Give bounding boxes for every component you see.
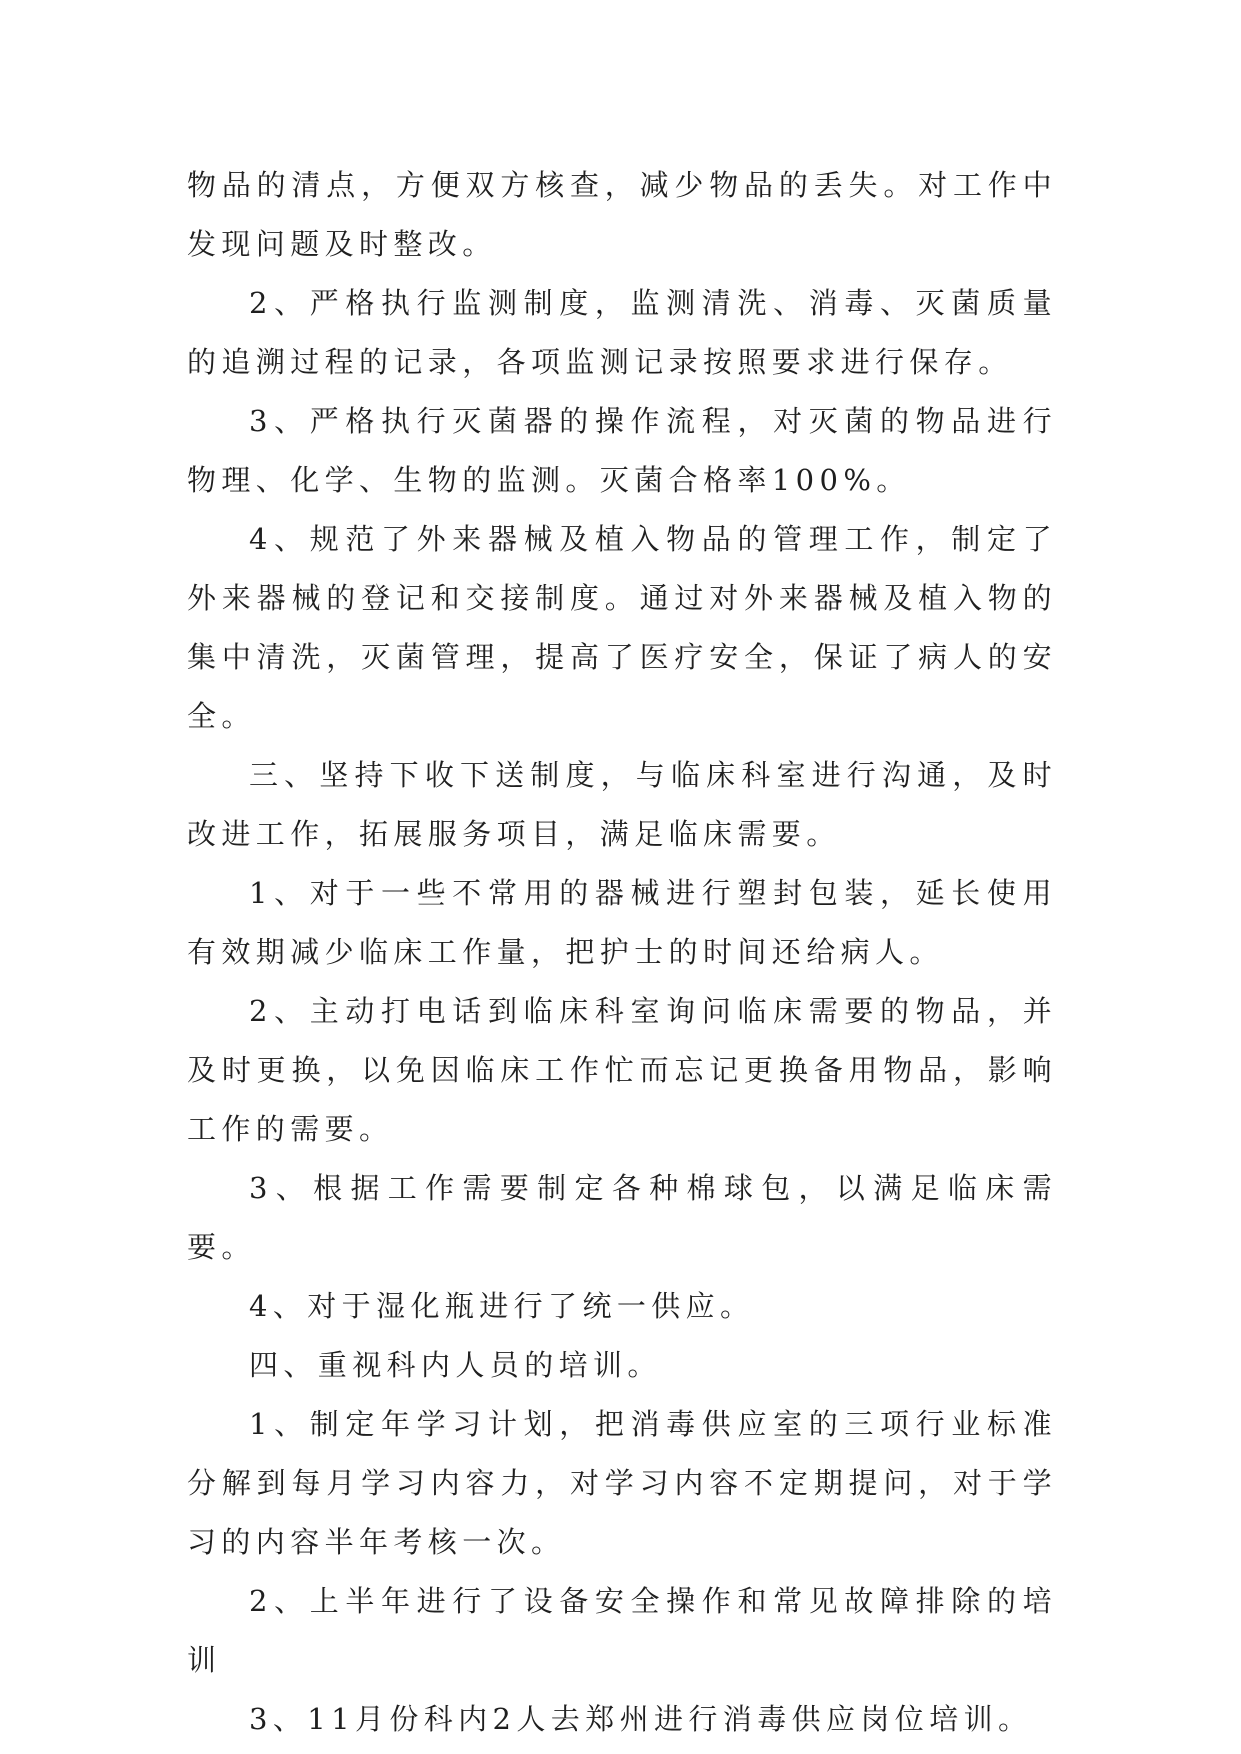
paragraph-continuation: 物品的清点，方便双方核查，减少物品的丢失。对工作中发现问题及时整改。 bbox=[187, 168, 1057, 261]
heading-section-three: 三、坚持下收下送制度，与临床科室进行沟通，及时改进工作，拓展服务项目，满足临床需要。 bbox=[187, 758, 1057, 851]
paragraph-plastic-sealing: 1、对于一些不常用的器械进行塑封包装，延长使用有效期减少临床工作量，把护士的时间还给病人。 bbox=[187, 876, 1057, 969]
paragraph-humidifier-bottles: 4、对于湿化瓶进行了统一供应。 bbox=[249, 1289, 755, 1323]
paragraph-external-instruments: 4、规范了外来器械及植入物品的管理工作，制定了外来器械的登记和交接制度。通过对外来器械及植入物的集中清洗，灭菌管理，提高了医疗安全，保证了病人的安全。 bbox=[187, 522, 1057, 733]
paragraph-phone-clinical: 2、主动打电话到临床科室询问临床需要的物品，并及时更换，以免因临床工作忙而忘记更换备用物品，影响工作的需要。 bbox=[187, 994, 1057, 1146]
paragraph-monitoring-system: 2、严格执行监测制度，监测清洗、消毒、灭菌质量的追溯过程的记录，各项监测记录按照要求进行保存。 bbox=[187, 286, 1057, 379]
paragraph-equipment-training: 2、上半年进行了设备安全操作和常见故障排除的培训 bbox=[187, 1584, 1057, 1677]
paragraph-zhengzhou-training: 3、11月份科内2人去郑州进行消毒供应岗位培训。 bbox=[249, 1702, 1033, 1736]
paragraph-cotton-ball-packs: 3、根据工作需要制定各种棉球包，以满足临床需要。 bbox=[187, 1171, 1057, 1264]
heading-section-four: 四、重视科内人员的培训。 bbox=[249, 1348, 662, 1382]
paragraph-sterilizer-procedure: 3、严格执行灭菌器的操作流程，对灭菌的物品进行物理、化学、生物的监测。灭菌合格率100%。 bbox=[187, 404, 1057, 497]
document-body bbox=[187, 156, 1057, 1749]
paragraph-study-plan: 1、制定年学习计划，把消毒供应室的三项行业标准分解到每月学习内容力，对学习内容不定期提问，对于学习的内容半年考核一次。 bbox=[187, 1407, 1057, 1559]
